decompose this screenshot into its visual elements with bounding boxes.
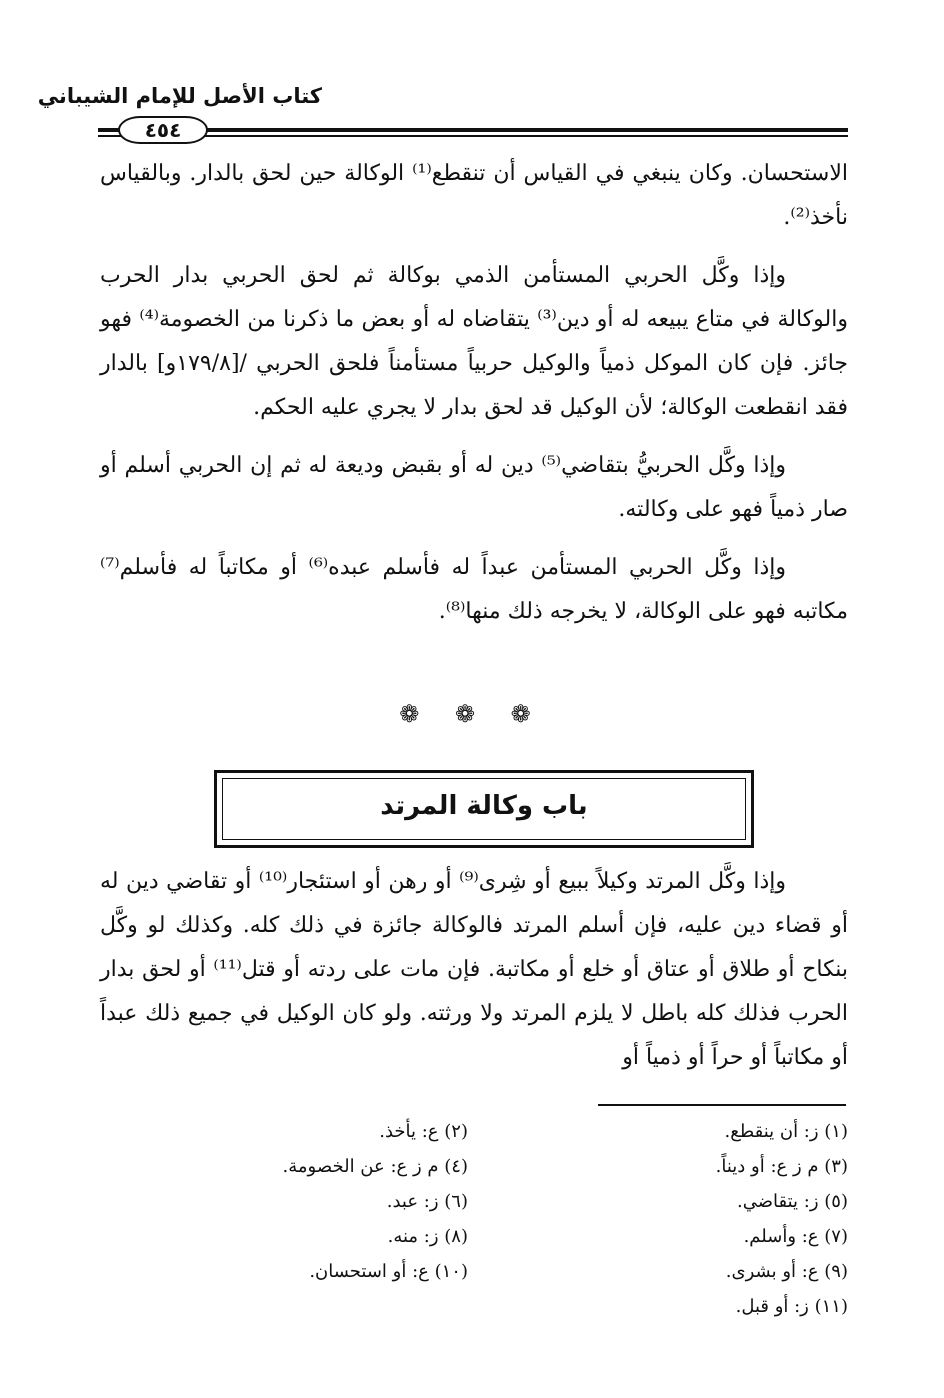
- footnote-row: [88, 1184, 848, 1219]
- footnote: (١١) ز: أو قبل.: [735, 1296, 848, 1317]
- footnote-row: [88, 1149, 848, 1184]
- footnote: (١٠) ع: أو استحسان.: [309, 1261, 468, 1282]
- paragraph: وإذا وكَّل الحربي المستأمن عبداً له فأسلم عبده⁽⁶⁾ أو مكاتباً له فأسلم⁽⁷⁾ مكاتبه فهو على الوكالة، لا يخرجه ذلك منها⁽⁸⁾.: [100, 555, 848, 624]
- chapter-text: [100, 860, 848, 1080]
- paragraph: وإذا وكَّل المرتد وكيلاً ببيع أو شِرى⁽⁹⁾ أو رهن أو استئجار⁽¹⁰⁾ أو تقاضي دين له أو قضاء دين عليه، فإن أسلم المرتد فالوكالة جائزة في ذلك كله. وكذلك لو وكَّل بنكاح أو طلاق أو عتاق أو خلع أو مكاتبة. فإن مات على ردته أو قتل⁽¹¹⁾ أو لحق بدار الحرب فذلك كله باطل لا يلزم المرتد ولا ورثته. ولو كان الوكيل في جميع ذلك عبداً أو مكاتباً أو حراً أو ذمياً أو: [100, 869, 849, 1070]
- running-title: كتاب الأصل للإمام الشيباني: [37, 84, 322, 108]
- footnote-divider: [598, 1104, 846, 1106]
- footnote: (٥) ز: يتقاضي.: [737, 1191, 848, 1212]
- header-rule-thin: [98, 135, 848, 137]
- footnote: (٩) ع: أو بشرى.: [725, 1261, 848, 1282]
- paragraph: وإذا وكَّل الحربي المستأمن الذمي بوكالة ثم لحق الحربي بدار الحرب والوكالة في متاع يبيعه له أو دين⁽³⁾ يتقاضاه له أو بعض ما ذكرنا من الخصومة⁽⁴⁾ فهو جائز. فإن كان الموكل ذمياً والوكيل حربياً مستأمناً فلحق الحربي /[١٧٩/٨و] بالدار فقد انقطعت الوكالة؛ لأن الوكيل قد لحق بدار لا يجري عليه الحكم.: [100, 263, 848, 420]
- footnotes: [88, 1114, 848, 1324]
- footnote-row: [88, 1219, 848, 1254]
- footnote: (٧) ع: وأسلم.: [743, 1226, 848, 1247]
- footnote: (٨) ز: منه.: [387, 1226, 468, 1247]
- chapter-heading-box: [214, 770, 754, 848]
- paragraph: الاستحسان. وكان ينبغي في القياس أن تنقطع⁽¹⁾ الوكالة حين لحق بالدار. وبالقياس نأخذ⁽²⁾.: [100, 161, 849, 230]
- page-number: ٤٥٤: [118, 116, 208, 144]
- footnote: (٤) م ز ع: عن الخصومة.: [282, 1156, 468, 1177]
- footnote-row: [88, 1114, 848, 1149]
- main-text: [100, 152, 848, 648]
- footnote: (٦) ز: عبد.: [386, 1191, 468, 1212]
- footnote: (١) ز: أن ينقطع.: [724, 1121, 848, 1142]
- header-rule: [98, 128, 848, 132]
- section-separator: ❁ ❁ ❁: [399, 700, 545, 728]
- chapter-title: باب وكالة المرتد: [380, 791, 588, 821]
- paragraph: وإذا وكَّل الحربيُّ بتقاضي⁽⁵⁾ دين له أو بقبض وديعة له ثم إن الحربي أسلم أو صار ذمياً فهو على وكالته.: [100, 453, 848, 522]
- footnote: (٣) م ز ع: أو ديناً.: [715, 1156, 848, 1177]
- footnote: (٢) ع: يأخذ.: [379, 1121, 468, 1142]
- footnote-row: [88, 1254, 848, 1289]
- footnote-row: [88, 1289, 848, 1324]
